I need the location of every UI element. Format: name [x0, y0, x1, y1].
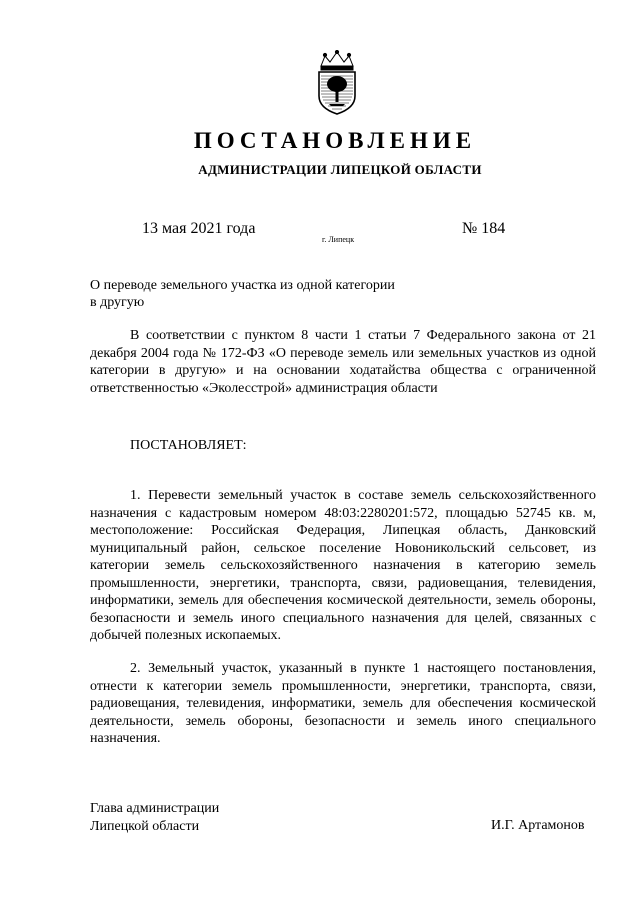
- document-issuer: АДМИНИСТРАЦИИ ЛИПЕЦКОЙ ОБЛАСТИ: [198, 162, 482, 177]
- document-number: № 184: [462, 220, 506, 237]
- signatory-position-line-2: Липецкой области: [90, 819, 200, 834]
- preamble-paragraph: В соответствии с пунктом 8 части 1 статьи 7 Федерального закона от 21 декабря 2004 года № 172-ФЗ «О переводе земель или земельных участков из одной категории в другую» и на основании ходатайства общества с ограниченной ответственностью «Эколесстрой» администрация области: [90, 328, 596, 396]
- document-city: г. Липецк: [322, 235, 355, 244]
- subject-line-1: О переводе земельного участка из одной категории: [90, 278, 395, 293]
- resolve-heading: ПОСТАНОВЛЯЕТ:: [130, 438, 247, 453]
- coat-of-arms-icon: [313, 50, 361, 116]
- clause-2-paragraph: 2. Земельный участок, указанный в пункте 1 настоящего постановления, отнести к категории земель промышленности, энергетики, транспорта, связи, радиовещания, телевидения, информатики, земель для обеспечения космической деятельности, земель обороны, безопасности и земель иного специального назначения.: [90, 661, 596, 746]
- signatory-name: И.Г. Артамонов: [491, 818, 585, 833]
- document-subject: [90, 277, 450, 311]
- document-date: 13 мая 2021 года: [142, 220, 256, 237]
- signatory-position-line-1: Глава администрации: [90, 801, 220, 816]
- document-title: ПОСТАНОВЛЕНИЕ: [193, 128, 477, 153]
- subject-line-2: в другую: [90, 295, 145, 310]
- signatory-position: [90, 800, 219, 836]
- clause-1-paragraph: 1. Перевести земельный участок в составе земель сельскохозяйственного назначения с кадастровым номером 48:03:2280201:572, площадью 52745 кв. м, местоположение: Российская Федерация, Липецкая область, Данковский муниципальный район, сельское поселение Новоникольский сельсовет, из категории земель сельскохозяйственного назначения в категорию земель промышленности, энергетики, транспорта, связи, радиовещания, телевидения, информатики, земель для обеспечения космической деятельности, земель обороны, безопасности и земель иного специального назначения для целей, связанных с добычей полезных ископаемых.: [90, 488, 596, 643]
